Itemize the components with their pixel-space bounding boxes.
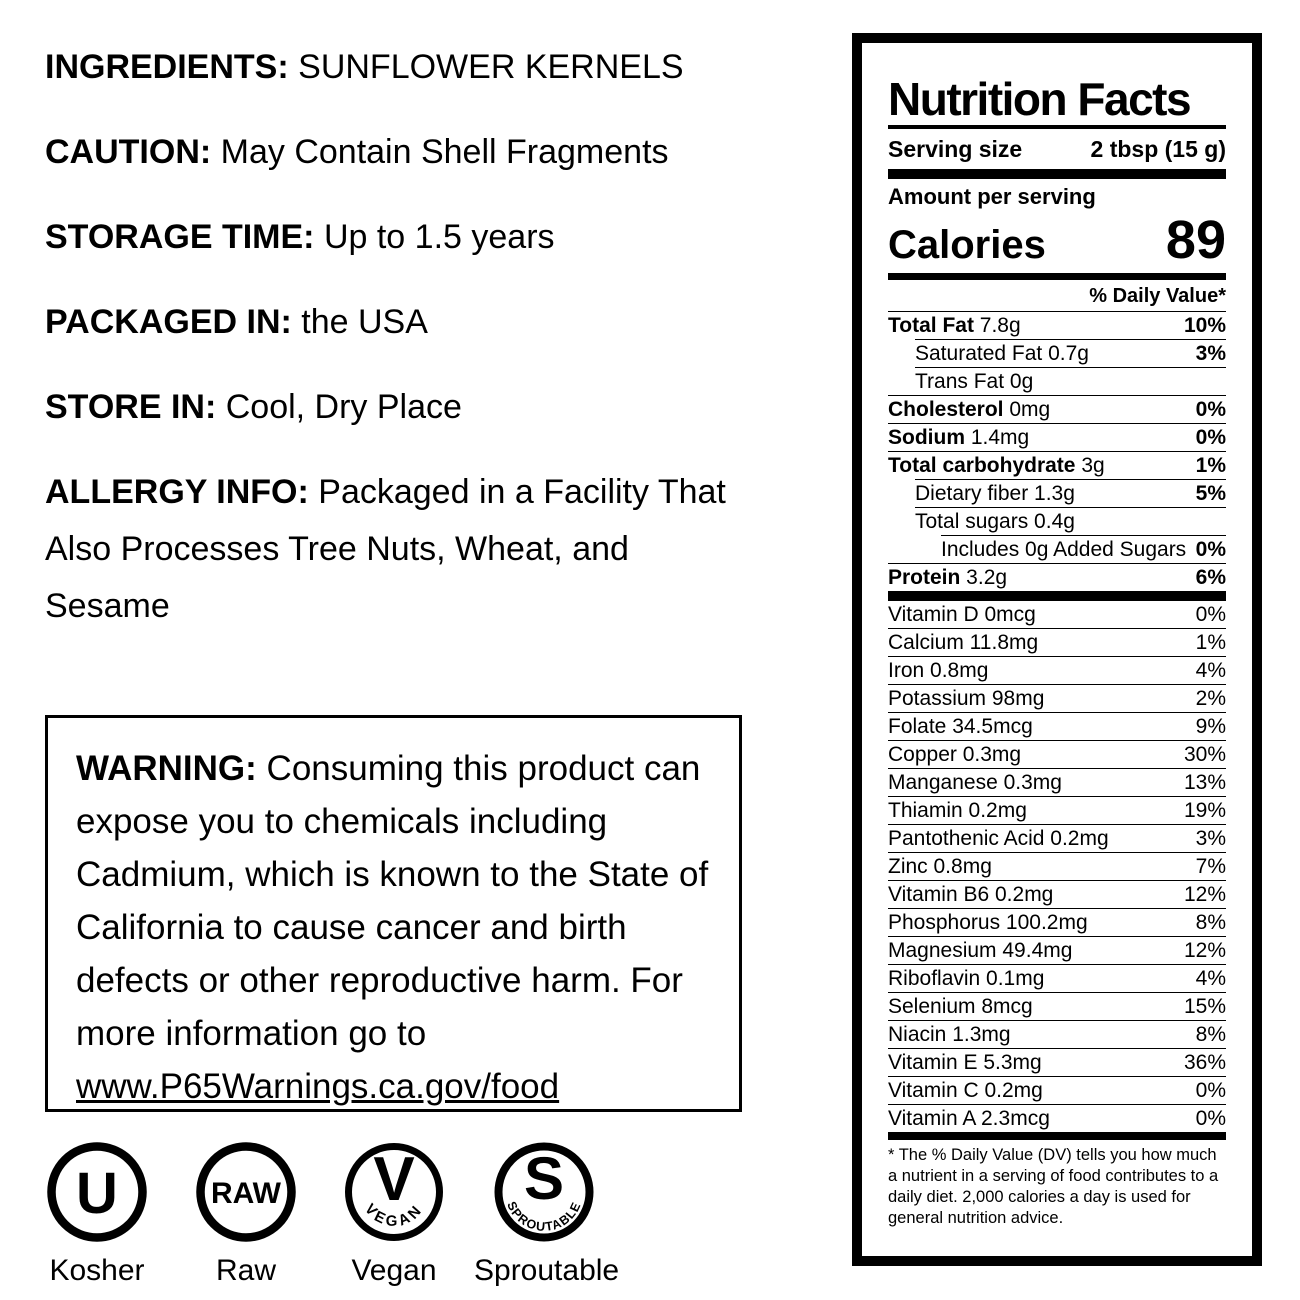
nutrient-row — [888, 1020, 1226, 1048]
nutrient-name: Thiamin 0.2mg — [888, 799, 1027, 822]
vegan-badge-arc-text: VEGAN — [361, 1200, 427, 1231]
nutrient-daily-value: 6% — [1195, 566, 1226, 589]
nutrient-name: Zinc 0.8mg — [888, 855, 992, 878]
nutrient-name: Trans Fat 0g — [915, 370, 1034, 393]
nutrient-row — [888, 684, 1226, 712]
nutrient-daily-value: 5% — [1195, 482, 1226, 505]
divider-bar — [888, 591, 1226, 601]
storage-time-label: STORAGE TIME: — [45, 218, 315, 256]
calories-label: Calories — [888, 223, 1046, 267]
nutrient-row — [888, 964, 1226, 992]
nutrient-daily-value: 10% — [1183, 314, 1226, 337]
caution-block — [45, 124, 745, 181]
divider-bar — [888, 169, 1226, 179]
nutrient-daily-value: 12% — [1183, 939, 1226, 962]
daily-value-header: % Daily Value* — [1089, 285, 1226, 307]
nutrient-row — [941, 535, 1226, 563]
warning-label: WARNING: — [76, 749, 257, 788]
nutrient-row — [888, 992, 1226, 1020]
nutrient-row — [915, 339, 1226, 367]
sproutable-badge-icon — [494, 1142, 594, 1242]
nutrient-row — [888, 852, 1226, 880]
nutrient-name: Vitamin B6 0.2mg — [888, 883, 1054, 906]
nutrient-row — [888, 451, 1226, 479]
nutrient-name: Saturated Fat 0.7g — [915, 342, 1089, 365]
kosher-badge-symbol: U — [76, 1161, 118, 1226]
calories-row — [888, 209, 1226, 270]
nutrient-daily-value: 1% — [1195, 454, 1226, 477]
store-in-label: STORE IN: — [45, 388, 217, 426]
nutrient-name: Vitamin E 5.3mg — [888, 1051, 1042, 1074]
divider-bar — [888, 1132, 1226, 1140]
allergy-info-label: ALLERGY INFO: — [45, 473, 309, 511]
nutrient-row — [888, 1076, 1226, 1104]
ingredients-block — [45, 39, 745, 96]
nutrient-daily-value: 15% — [1183, 995, 1226, 1018]
serving-size-row — [888, 129, 1226, 169]
nutrient-row — [888, 740, 1226, 768]
nutrient-name: Vitamin A 2.3mcg — [888, 1107, 1050, 1130]
allergy-info-block — [45, 464, 745, 635]
warning-url-link[interactable]: www.P65Warnings.ca.gov/food — [76, 1067, 560, 1106]
nutrient-daily-value: 8% — [1195, 1023, 1226, 1046]
nutrient-daily-value: 1% — [1195, 631, 1226, 654]
vegan-badge-symbol: V — [373, 1145, 415, 1214]
nutrient-row — [888, 880, 1226, 908]
nutrient-row — [888, 796, 1226, 824]
nutrient-name: Total Fat 7.8g — [888, 314, 1021, 337]
serving-size-value: 2 tbsp (15 g) — [1090, 136, 1226, 162]
warning-text: Consuming this product can expose you to chemicals including Cadmium, which is known to the State of California to cause cancer and birth defects or other reproductive harm. For more information go to — [76, 749, 709, 1053]
nutrient-daily-value: 12% — [1183, 883, 1226, 906]
nutrient-row — [888, 311, 1226, 339]
kosher-badge-label: Kosher — [49, 1254, 145, 1287]
nutrient-name: Sodium 1.4mg — [888, 426, 1030, 449]
nutrient-row — [888, 1048, 1226, 1076]
amount-per-serving-label: Amount per serving — [888, 184, 1096, 209]
nutrient-daily-value: 0% — [1195, 538, 1226, 561]
nutrient-name: Phosphorus 100.2mg — [888, 911, 1088, 934]
nutrient-row — [888, 908, 1226, 936]
storage-time-block — [45, 209, 745, 266]
nutrient-name: Magnesium 49.4mg — [888, 939, 1073, 962]
nutrient-name: Manganese 0.3mg — [888, 771, 1062, 794]
nutrient-row — [888, 601, 1226, 628]
nutrient-name: Folate 34.5mcg — [888, 715, 1033, 738]
serving-size-label: Serving size — [888, 136, 1023, 162]
nutrient-daily-value: 3% — [1195, 342, 1226, 365]
nutrient-name: Riboflavin 0.1mg — [888, 967, 1045, 990]
kosher-badge-icon — [47, 1142, 147, 1242]
nutrient-daily-value: 3% — [1195, 827, 1226, 850]
nutrient-name: Pantothenic Acid 0.2mg — [888, 827, 1109, 850]
nutrient-row — [888, 712, 1226, 740]
store-in-value: Cool, Dry Place — [225, 388, 462, 426]
nutrient-name: Cholesterol 0mg — [888, 398, 1051, 421]
nutrient-daily-value: 0% — [1195, 426, 1226, 449]
nutrient-name: Protein 3.2g — [888, 566, 1008, 589]
nutrient-name: Vitamin C 0.2mg — [888, 1079, 1043, 1102]
nutrient-name: Total carbohydrate 3g — [888, 454, 1105, 477]
nutrient-name: Includes 0g Added Sugars — [941, 538, 1187, 561]
nutrient-daily-value: 36% — [1183, 1051, 1226, 1074]
divider-bar — [888, 273, 1226, 280]
micronutrient-rows — [888, 601, 1226, 1132]
nutrient-row — [888, 768, 1226, 796]
nutrient-row — [915, 367, 1226, 395]
nutrient-daily-value: 0% — [1195, 1107, 1226, 1130]
nutrient-row — [888, 628, 1226, 656]
packaged-in-value: the USA — [301, 303, 428, 341]
nutrient-daily-value: 7% — [1195, 855, 1226, 878]
nutrient-name: Selenium 8mcg — [888, 995, 1033, 1018]
nutrient-row — [888, 1104, 1226, 1132]
nutrient-daily-value: 4% — [1195, 967, 1226, 990]
nutrient-daily-value: 0% — [1195, 398, 1226, 421]
vegan-badge-icon — [344, 1142, 444, 1242]
ingredients-value: SUNFLOWER KERNELS — [298, 48, 684, 86]
store-in-block — [45, 379, 745, 436]
nutrition-facts-panel — [852, 33, 1262, 1266]
nutrient-name: Calcium 11.8mg — [888, 631, 1039, 654]
nutrient-row — [888, 936, 1226, 964]
packaged-in-block — [45, 294, 745, 351]
nutrient-row — [915, 507, 1226, 535]
nutrient-daily-value: 2% — [1195, 687, 1226, 710]
allergy-info-value: Packaged in a Facility That Also Processes Tree Nuts, Wheat, and Sesame — [45, 473, 726, 625]
nutrient-daily-value: 4% — [1195, 659, 1226, 682]
nutrient-row — [915, 479, 1226, 507]
nutrient-daily-value: 0% — [1195, 1079, 1226, 1102]
sproutable-badge-label: Sproutable — [474, 1254, 620, 1287]
nutrient-daily-value: 13% — [1183, 771, 1226, 794]
main-nutrient-rows — [888, 311, 1226, 591]
nutrient-daily-value: 8% — [1195, 911, 1226, 934]
calories-value: 89 — [1165, 210, 1226, 270]
nutrient-name: Niacin 1.3mg — [888, 1023, 1011, 1046]
raw-badge-icon — [196, 1142, 296, 1242]
sproutable-badge-symbol: S — [523, 1145, 565, 1212]
ingredients-label: INGREDIENTS: — [45, 48, 289, 86]
nutrient-name: Copper 0.3mg — [888, 743, 1022, 766]
product-info-column — [45, 39, 745, 663]
nutrient-row — [888, 395, 1226, 423]
packaged-in-label: PACKAGED IN: — [45, 303, 292, 341]
raw-badge-label: Raw — [215, 1254, 276, 1287]
nutrient-daily-value: 30% — [1183, 743, 1226, 766]
nutrient-name: Total sugars 0.4g — [915, 510, 1075, 533]
storage-time-value: Up to 1.5 years — [323, 218, 555, 256]
nutrient-daily-value: 9% — [1195, 715, 1226, 738]
vegan-badge-label: Vegan — [351, 1254, 437, 1287]
nutrient-row — [888, 656, 1226, 684]
nutrient-name: Potassium 98mg — [888, 687, 1045, 710]
nutrient-row — [888, 563, 1226, 591]
daily-value-footnote: * The % Daily Value (DV) tells you how much a nutrient in a serving of food contributes to a daily diet. 2,000 calories a day is used for general nutrition advice. — [888, 1146, 1219, 1227]
nutrient-daily-value: 19% — [1183, 799, 1226, 822]
sproutable-badge-arc-text: SPROUTABLE — [504, 1199, 584, 1235]
nutrient-name: Iron 0.8mg — [888, 659, 989, 682]
caution-value: May Contain Shell Fragments — [220, 133, 669, 171]
nutrient-row — [888, 423, 1226, 451]
raw-badge-symbol: RAW — [211, 1177, 281, 1210]
nutrient-daily-value: 0% — [1195, 603, 1226, 626]
nutrition-facts-title: Nutrition Facts — [888, 73, 1191, 125]
nutrient-name: Vitamin D 0mcg — [888, 603, 1036, 626]
caution-label: CAUTION: — [45, 133, 212, 171]
nutrient-name: Dietary fiber 1.3g — [915, 482, 1075, 505]
prop65-warning-box — [45, 715, 742, 1112]
nutrient-row — [888, 824, 1226, 852]
